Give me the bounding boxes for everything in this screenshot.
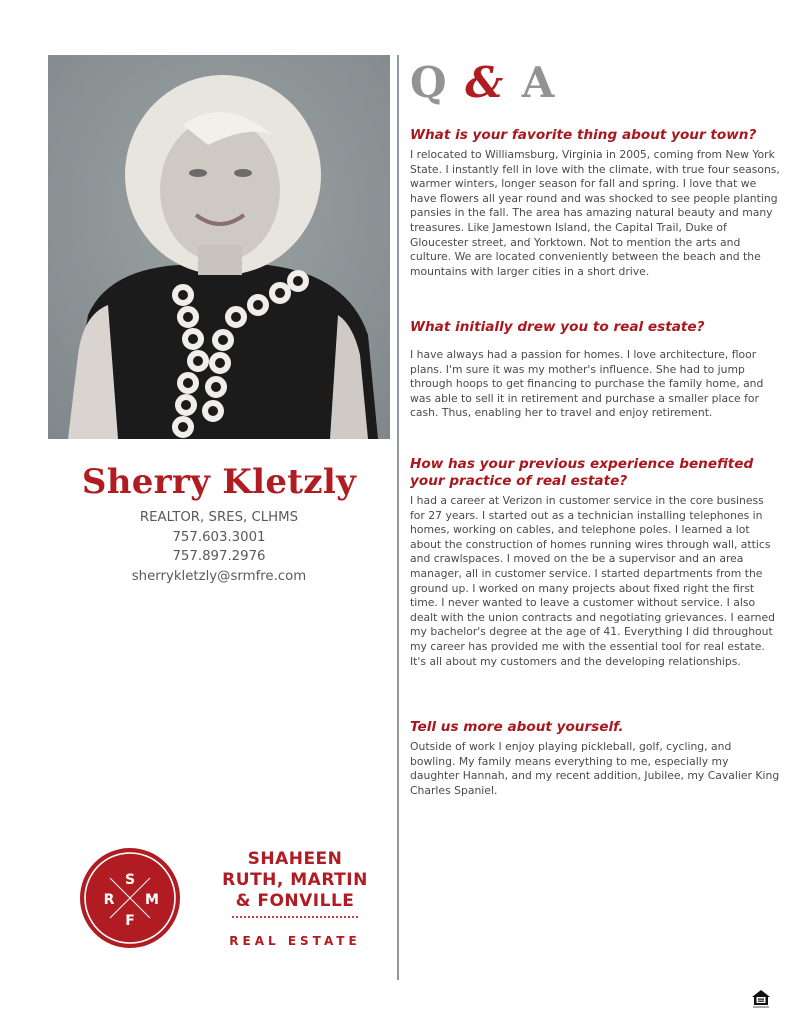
brokerage-name: [220, 849, 370, 912]
brokerage-tagline: REAL ESTATE: [229, 934, 361, 948]
brokerage-logo: [78, 846, 378, 956]
qa-question: How has your previous experience benefited your practice of real estate?: [410, 456, 754, 489]
qa-answer: I have always had a passion for homes. I love architecture, floor plans. I'm sure it was my mother's influence. She had to jump through hoops to get financing to purchase the family home, and was able to sell it in retirement and purchase a smaller place for cash. Thus, enabling her to travel and enjoy retirement.: [410, 348, 764, 420]
agent-contact: [48, 508, 390, 586]
equal-housing-opportunity-icon: [750, 988, 772, 1010]
qa-item: [410, 456, 780, 669]
qa-heading-a: A: [521, 58, 557, 107]
agent-phone-primary[interactable]: 757.603.3001: [172, 529, 266, 545]
brokerage-name-line-1: SHAHEEN: [247, 849, 343, 869]
column-divider: [397, 55, 399, 980]
qa-question: What is your favorite thing about your town?: [410, 127, 757, 143]
qa-answer: Outside of work I enjoy playing pickleball, golf, cycling, and bowling. My family means everything to me, especially my daughter Hannah, and my recent addition, Jubilee, my Cavalier King Charles Spaniel.: [410, 740, 780, 797]
brokerage-name-line-3: & FONVILLE: [235, 891, 355, 911]
agent-name: Sherry Kletzly: [81, 462, 357, 502]
monogram-m: M: [145, 892, 159, 908]
qa-item: [410, 127, 780, 279]
monogram-r: R: [103, 892, 115, 908]
logo-dotted-rule: [232, 916, 358, 918]
qa-item: [410, 719, 780, 798]
qa-heading: [410, 58, 556, 107]
qa-heading-q: Q: [410, 58, 449, 107]
srmf-monogram-icon: [78, 846, 182, 950]
agent-email[interactable]: sherrykletzly@srmfre.com: [131, 568, 307, 584]
qa-heading-ampersand: &: [465, 58, 506, 107]
qa-item: [410, 319, 780, 421]
qa-question: Tell us more about yourself.: [410, 719, 624, 735]
agent-designations: REALTOR, SRES, CLHMS: [139, 510, 299, 525]
qa-answer: I relocated to Williamsburg, Virginia in 2005, coming from New York State. I instantly fell in love with the climate, with true four seasons, warmer winters, longer season for fall and spring. I love that we have flowers all year round and was shocked to see people planting pansies in the fall. The area has amazing natural beauty and many treasures. Like Jamestown Island, the Capital Trail, Duke of Gloucester street, and Yorktown. Not to mention the arts and culture. We are located conveniently between the beach and the mountains with larger cities in a short drive.: [410, 148, 780, 278]
agent-phone-secondary[interactable]: 757.897.2976: [172, 549, 266, 564]
brokerage-name-line-2: RUTH, MARTIN: [222, 870, 368, 890]
monogram-f: F: [125, 913, 135, 929]
monogram-s: S: [124, 872, 136, 888]
agent-photo: [48, 55, 390, 439]
portrait-photo-icon: [48, 55, 390, 439]
qa-question: What initially drew you to real estate?: [410, 319, 705, 335]
qa-answer: I had a career at Verizon in customer service in the core business for 27 years. I started out as a technician installing telephones in homes, working on cables, and telephone poles. I learned a lot about the construction of homes running wires through wall, attics and crawlspaces. I moved on the be a supervisor and an area manager, all in customer service. I started departments from the ground up. I worked on many projects about fixed right the first time. I never wanted to leave a customer without service. I also dealt with the union contracts and negotiating grievances. I earned my bachelor's degree at the age of 41. Everything I did throughout my career has provided me with the essential tool for real estate. It's all about my customers and the developing relationships.: [410, 494, 775, 668]
